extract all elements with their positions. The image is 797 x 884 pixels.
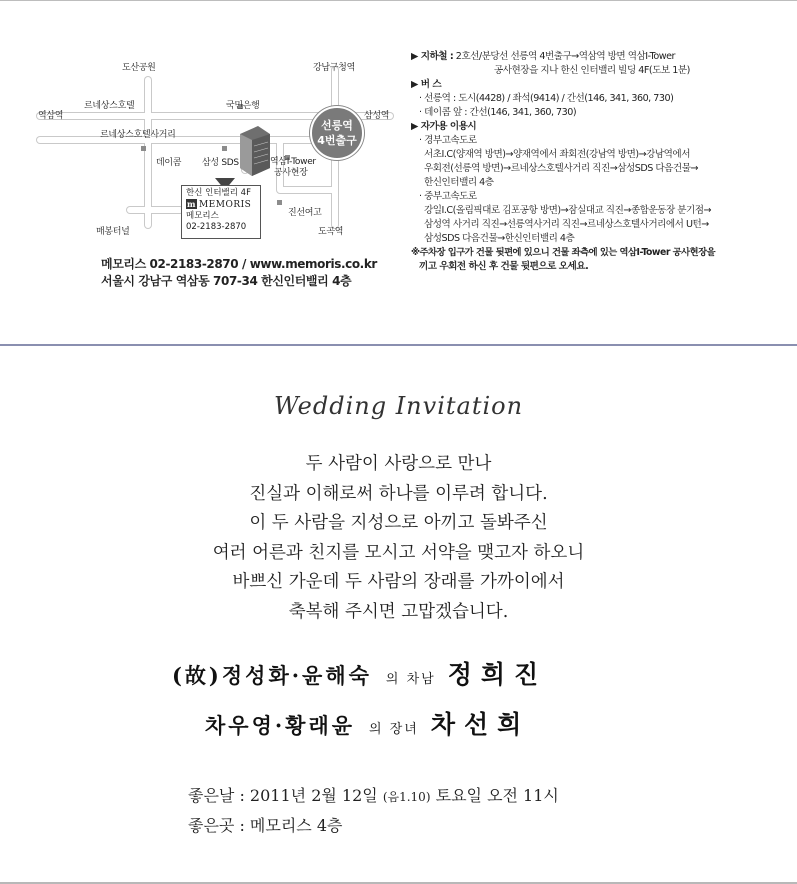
- subway-text1: 2호선/분당선 선릉역 4번출구→역삼역 방면 역삼I-Tower: [455, 51, 675, 62]
- bride-relation: 의 장녀: [369, 722, 419, 737]
- groom-parents: (故)정성화·윤해숙: [172, 663, 372, 688]
- poem-line: 이 두 사람을 지성으로 아끼고 돌봐주신: [249, 513, 548, 533]
- groom-family-line: [172, 655, 547, 691]
- venue-infobox: [181, 185, 261, 239]
- date-label: 좋은날 : 2011년 2월 12일: [188, 786, 378, 805]
- station-name: 선릉역: [321, 119, 353, 132]
- map-label-maebong: 매봉터널: [96, 227, 130, 237]
- invitation-title: Wedding Invitation: [273, 392, 524, 420]
- station-exit: 4번출구: [317, 134, 357, 147]
- car-line6: 강일I.C(올림픽대로 김포공항 방면)→잠실대교 직진→종합운동장 분기점→: [424, 205, 712, 216]
- poem-line: 여러 어른과 친지를 모시고 서약을 맺고자 하오니: [212, 542, 585, 563]
- bus-line2: · 데이콤 앞 : 간선(146, 341, 360, 730): [419, 107, 577, 118]
- poem-line: 바쁘신 가운데 두 사람의 장래를 가까이에서: [232, 572, 565, 592]
- map-label-dacom: 데이콤: [156, 158, 182, 168]
- map-label-renaissance-hotel: 르네상스호텔: [84, 101, 135, 111]
- venue-contact: 메모리스 02-2183-2870 / www.memoris.co.kr: [101, 257, 377, 271]
- groom-relation: 의 차남: [385, 672, 436, 687]
- car-label: ▶ 자가용 이용시: [411, 121, 477, 132]
- top-divider: [0, 0, 797, 1]
- wedding-date: [188, 783, 559, 806]
- date-time: 토요일 오전 11시: [435, 786, 559, 805]
- car-line4: 한신인터밸리 4층: [424, 177, 494, 188]
- car-line2: 서초I.C(양재역 방면)→양재역에서 좌회전(강남역 방면)→강남역에서: [424, 149, 690, 160]
- bus-line1: · 선릉역 : 도시(4428) / 좌석(9414) / 간선(146, 341, 360, 730): [419, 93, 674, 104]
- wedding-place: 좋은곳 : 메모리스 4층: [188, 816, 343, 835]
- directions-panel: [411, 50, 787, 274]
- poem-line: 진실과 이해로써 하나를 이루려 합니다.: [249, 483, 548, 504]
- infobox-building: 한신 인터밸리 4F: [186, 188, 251, 198]
- parking-note2: 끼고 우회전 하신 후 건물 뒷편으로 오세요.: [419, 261, 589, 272]
- location-map: [30, 50, 410, 250]
- map-label-renaissance-crossroad: 르네상스호텔사거리: [100, 130, 176, 140]
- infobox-phone: 02-2183-2870: [186, 222, 247, 232]
- car-line7: 삼성역 사거리 직진→선릉역사거리 직진→르네상스호텔사거리에서 U턴→: [424, 219, 709, 230]
- map-label-tower2: 공사현장: [274, 168, 308, 178]
- map-label-yeoksam: 역삼역: [38, 111, 64, 121]
- car-line3: 우회전(선릉역 방면)→르네상스호텔사거리 직진→삼성SDS 다음건물→: [424, 163, 699, 174]
- subway-label: ▶ 지하철 :: [411, 51, 454, 62]
- map-label-samseong-station: 삼성역: [364, 111, 390, 121]
- subway-text2: 공사현장을 지나 한신 인터밸리 빌딩 4F(도보 1분): [494, 65, 690, 76]
- bride-name: 차선희: [430, 710, 531, 739]
- seolleung-station-marker: [310, 106, 364, 160]
- map-label-kookmin: 국민은행: [226, 101, 260, 111]
- bride-family-line: [205, 705, 530, 741]
- map-label-dogok: 도곡역: [318, 227, 344, 237]
- parking-note1: ※주차장 입구가 건물 뒷편에 있으니 건물 좌측에 있는 역삼I-Tower 공사현장을: [411, 247, 716, 258]
- section-divider: [0, 344, 797, 346]
- invitation-message: [0, 450, 797, 627]
- car-line5: · 중부고속도로: [419, 191, 477, 202]
- map-label-tower1: 역삼I-Tower: [270, 157, 316, 167]
- building-icon: [240, 126, 270, 176]
- map-label-samsung-sds: 삼성 SDS: [202, 158, 239, 168]
- poem-line: 축복해 주시면 고맙겠습니다.: [288, 601, 509, 622]
- infobox-venue: 메모리스: [186, 211, 219, 221]
- map-label-dosan: 도산공원: [122, 63, 156, 73]
- car-line8: 삼성SDS 다음건물→한신인터밸리 4층: [424, 233, 575, 244]
- venue-address: 서울시 강남구 역삼동 707-34 한신인터밸리 4층: [101, 274, 352, 288]
- bus-label: ▶ 버 스: [411, 79, 442, 90]
- memoris-logo: m MEMORIS: [187, 199, 252, 210]
- bride-parents: 차우영·황래윤: [205, 713, 356, 738]
- map-label-jinseon: 진선여고: [288, 208, 322, 218]
- groom-name: 정희진: [447, 660, 548, 689]
- poem-line: 두 사람이 사랑으로 만나: [305, 454, 492, 474]
- car-line1: · 경부고속도로: [419, 135, 477, 146]
- map-label-gangnamgu: 강남구청역: [313, 63, 355, 73]
- lunar-date: (음1.10): [382, 790, 431, 804]
